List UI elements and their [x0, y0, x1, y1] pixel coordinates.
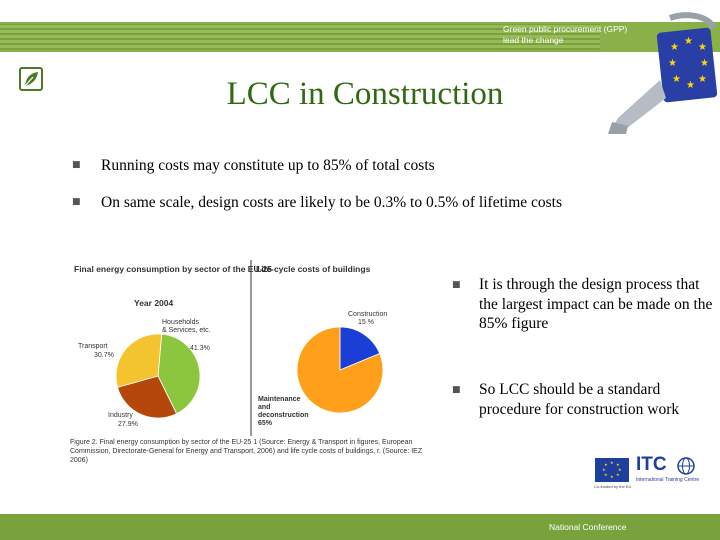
svg-text:★: ★: [668, 58, 677, 69]
svg-text:★: ★: [616, 462, 620, 467]
pie-label-transport: Transport: [78, 343, 108, 350]
pie-value-transport: 30.7%: [94, 352, 114, 359]
leaf-logo-icon: [18, 66, 44, 92]
svg-text:★: ★: [616, 472, 620, 477]
pie-value-industry: 27.9%: [118, 421, 138, 428]
bullet-text: Running costs may constitute up to 85% of total costs: [101, 157, 435, 174]
svg-text:★: ★: [698, 42, 707, 53]
pie-value-construction: 15 %: [358, 319, 374, 326]
svg-text:★: ★: [698, 74, 707, 85]
header-line-2: lead the change: [503, 35, 564, 45]
footer-text: National Conference: [549, 522, 627, 532]
bullet-marker: ■: [72, 160, 81, 170]
itc-logo: ITC: [636, 454, 667, 475]
watering-can-icon: [608, 10, 720, 135]
pie-label-households: Households: [162, 319, 199, 326]
svg-text:★: ★: [602, 467, 606, 472]
bullet-lcc-standard: [452, 380, 717, 440]
bullet-design-process: [452, 275, 717, 355]
eu-logo-label: Co-funded by the EU: [594, 484, 632, 489]
pie-value-maintenance: 65%: [258, 420, 273, 427]
svg-text:★: ★: [672, 74, 681, 85]
pie-label-industry: Industry: [108, 412, 133, 419]
year-label: Year 2004: [134, 298, 174, 308]
svg-text:★: ★: [610, 474, 614, 479]
bullet-design-costs: [72, 193, 632, 233]
svg-text:★: ★: [618, 467, 622, 472]
pie-label-maintenance-3: deconstruction: [258, 412, 309, 419]
page-title: LCC in Construction: [226, 76, 504, 112]
pie-value-households: 41.3%: [190, 345, 210, 352]
svg-text:★: ★: [604, 472, 608, 477]
eu-flag-icon: [595, 458, 629, 482]
svg-text:★: ★: [700, 58, 709, 69]
svg-text:★: ★: [686, 80, 695, 91]
bullet-text: On same scale, design costs are likely to be 0.3% to 0.5% of lifetime costs: [101, 194, 563, 211]
bullet-marker: ■: [72, 197, 81, 207]
svg-text:★: ★: [684, 36, 693, 47]
svg-text:★: ★: [610, 460, 614, 465]
pie-label-construction: Construction: [348, 311, 388, 318]
bullet-marker: ■: [452, 385, 461, 395]
svg-text:★: ★: [604, 462, 608, 467]
bullet-marker: ■: [452, 280, 461, 290]
bullet-text: It is through the design process that the largest impact can be made on the 85% figure: [479, 276, 713, 332]
ilo-globe-icon: [675, 456, 697, 476]
pie-chart-energy: [116, 334, 200, 418]
pie-label-maintenance-2: and: [258, 404, 271, 411]
svg-text:★: ★: [670, 42, 679, 53]
figure-caption: Figure 2. Final energy consumption by sector of the EU-25 1 (Source: Energy & Transport in figures, European Commission, Directorate-General for Energy and Transport, 2006) and life cycle costs of buildings, r. (Source: IEZ 2006): [70, 439, 423, 464]
pie-label-maintenance-1: Maintenance: [258, 396, 301, 403]
left-figure-title: Final energy consumption by sector of the EU-25: [74, 264, 272, 274]
header-line-1: Green public procurement (GPP): [503, 24, 628, 34]
pie-chart-lifecycle: [297, 327, 383, 413]
bullet-text: So LCC should be a standard procedure for construction work: [479, 381, 680, 418]
right-figure-title: Life-cycle costs of buildings: [256, 264, 371, 274]
pie-label-services: & Services, etc.: [162, 327, 211, 334]
itc-subtitle: International Training Centre: [636, 477, 700, 483]
